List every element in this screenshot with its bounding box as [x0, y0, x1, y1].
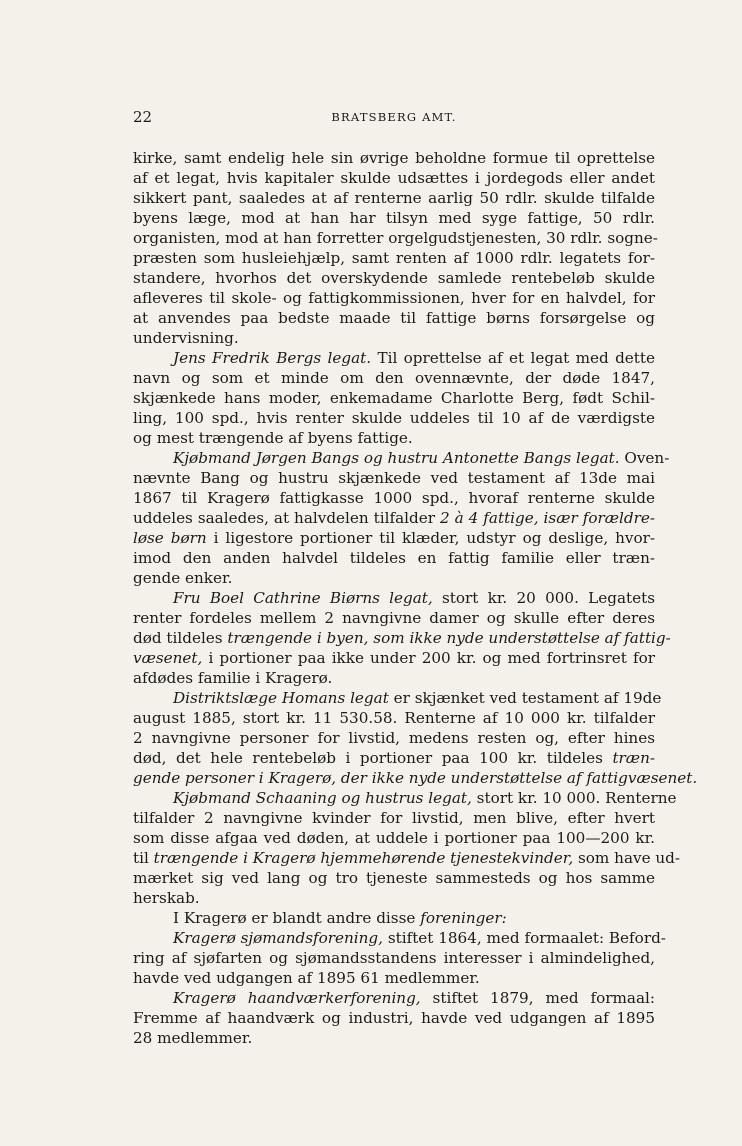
italic-run: træn- [612, 749, 655, 767]
text-run: død, det hele rentebeløb i portioner paa 100 kr. tildeles [133, 749, 613, 767]
text-run: i ligestore portioner til klæder, udstyr og deslige, hvor- [206, 529, 655, 547]
italic-run: væsenet, [133, 649, 203, 667]
text-run: præsten som husleiehjælp, samt renten af 1000 rdlr. legatets for- [133, 249, 655, 267]
text-run: byens læge, mod at han har tilsyn med syge fattige, 50 rdlr. [133, 209, 655, 227]
text-run: ring af sjøfarten og sjømandsstandens interesser i almindelighed, [133, 949, 655, 967]
text-run: organisten, mod at han forretter orgelgudstjenesten, 30 rdlr. sogne- [133, 229, 658, 247]
paragraph [133, 928, 666, 988]
text-line [133, 188, 655, 208]
text-run: standere, hvorhos det overskydende samlede rentebeløb skulde [133, 269, 655, 287]
text-run: stort kr. 20 000. Legatets [432, 589, 655, 607]
text-line [133, 548, 655, 568]
text-line [133, 488, 655, 508]
text-line [133, 1008, 655, 1028]
text-line [133, 368, 655, 388]
text-line [133, 648, 655, 668]
text-run: navn og som et minde om den ovennævnte, der døde 1847, [133, 369, 655, 387]
text-run: herskab. [133, 889, 200, 907]
text-line [133, 408, 655, 428]
text-line [133, 328, 655, 348]
text-line [133, 308, 655, 328]
text-line [133, 508, 655, 528]
text-line [133, 268, 655, 288]
italic-run: Kragerø haandværkerforening, [173, 989, 421, 1007]
text-run: ling, 100 spd., hvis renter skulde uddeles til 10 af de værdigste [133, 409, 655, 427]
text-line [133, 768, 698, 788]
text-run: skjænkede hans moder, enkemadame Charlotte Berg, født Schil- [133, 389, 655, 407]
text-line [133, 968, 655, 988]
text-run: som have ud- [573, 849, 681, 867]
text-run: som disse afgaa ved døden, at uddele i portioner paa 100—200 kr. [133, 829, 655, 847]
text-run: Til oprettelse af et legat med dette [371, 349, 655, 367]
text-run: tilfalder 2 navngivne kvinder for livstid, men blive, efter hvert [133, 809, 655, 827]
text-run: afleveres til skole- og fattigkommissionen, hver for en halvdel, for [133, 289, 655, 307]
text-run: til [133, 849, 154, 867]
text-line [133, 668, 655, 688]
text-run: undervisning. [133, 329, 239, 347]
text-run: stort kr. 10 000. Renterne [471, 789, 677, 807]
text-line [133, 828, 655, 848]
paragraph [133, 908, 655, 928]
italic-run: løse børn [133, 529, 207, 547]
text-run: sikkert pant, saaledes at af renterne aarlig 50 rdlr. skulde tilfalde [133, 189, 655, 207]
text-run: stiftet 1864, med formaalet: Beford- [383, 929, 666, 947]
italic-run: trængende i byen, som ikke nyde understøttelse af fattig- [227, 629, 671, 647]
text-line [133, 588, 655, 608]
text-run: at anvendes paa bedste maade til fattige børns forsørgelse og [133, 309, 655, 327]
text-run: Fremme af haandværk og industri, havde ved udgangen af 1895 [133, 1009, 655, 1027]
text-run: er skjænket ved testament af 19de [388, 689, 662, 707]
text-run: renter fordeles mellem 2 navngivne damer og skulle efter deres [133, 609, 655, 627]
text-run: 1867 til Kragerø fattigkasse 1000 spd., hvoraf renterne skulde [133, 489, 655, 507]
italic-run: 2 à 4 fattige, især forældre- [439, 509, 655, 527]
paragraph [133, 448, 670, 588]
text-line [133, 388, 655, 408]
text-line [133, 248, 655, 268]
text-line [133, 168, 655, 188]
text-run: afdødes familie i Kragerø. [133, 669, 333, 687]
text-line [133, 428, 655, 448]
text-line [133, 788, 677, 808]
text-line [133, 148, 655, 168]
text-run: gende enker. [133, 569, 233, 587]
text-line [133, 288, 655, 308]
text-run: mærket sig ved lang og tro tjeneste sammesteds og hos samme [133, 869, 655, 887]
text-line [133, 988, 655, 1008]
paragraph [133, 788, 681, 908]
italic-run: gende personer i Kragerø, der ikke nyde understøttelse af fattigvæsenet. [133, 769, 698, 787]
paragraph [133, 688, 698, 788]
text-line [133, 708, 655, 728]
text-line [133, 908, 655, 928]
text-run: kirke, samt endelig hele sin øvrige beholdne formue til oprettelse [133, 149, 655, 167]
text-line [133, 228, 658, 248]
text-run: 2 navngivne personer for livstid, medens resten og, efter hines [133, 729, 655, 747]
text-run: I Kragerø er blandt andre disse [173, 909, 421, 927]
text-line [133, 208, 655, 228]
text-line [133, 348, 655, 368]
page-header [133, 108, 655, 130]
text-line [133, 688, 662, 708]
text-run: imod den anden halvdel tildeles en fattig familie eller træn- [133, 549, 655, 567]
text-line [133, 868, 655, 888]
text-line [133, 1028, 655, 1048]
text-run: nævnte Bang og hustru skjænkede ved testament af 13de mai [133, 469, 655, 487]
text-line [133, 848, 681, 868]
text-run: og mest trængende af byens fattige. [133, 429, 413, 447]
text-line [133, 568, 655, 588]
italic-run: foreninger: [420, 909, 507, 927]
text-line [133, 468, 655, 488]
italic-run: Fru Boel Cathrine Biørns legat, [173, 589, 433, 607]
text-line [133, 528, 655, 548]
body-text [133, 148, 698, 1048]
text-run: stiftet 1879, med formaal: [420, 989, 655, 1007]
text-run: 28 medlemmer. [133, 1029, 253, 1047]
text-line [133, 728, 655, 748]
paragraph [133, 988, 655, 1048]
italic-run: trængende i Kragerø hjemmehørende tjenestekvinder, [153, 849, 574, 867]
italic-run: Kjøbmand Schaaning og hustrus legat, [173, 789, 472, 807]
italic-run: Distriktslæge Homans legat [173, 689, 389, 707]
text-run: havde ved udgangen af 1895 61 medlemmer. [133, 969, 480, 987]
text-run: død tildeles [133, 629, 228, 647]
text-run: i portioner paa ikke under 200 kr. og med fortrinsret for [202, 649, 655, 667]
paragraph [133, 348, 655, 448]
page-number: 22 [133, 108, 153, 126]
text-run: Oven- [619, 449, 670, 467]
text-run: august 1885, stort kr. 11 530.58. Renterne af 10 000 kr. tilfalder [133, 709, 655, 727]
text-line [133, 608, 655, 628]
text-line [133, 628, 671, 648]
text-line [133, 748, 655, 768]
paragraph [133, 588, 671, 688]
text-line [133, 888, 655, 908]
text-line [133, 928, 666, 948]
text-line [133, 808, 655, 828]
text-run: af et legat, hvis kapitaler skulde udsættes i jordegods eller andet [133, 169, 655, 187]
running-title: BRATSBERG AMT. [331, 110, 457, 124]
text-run: uddeles saaledes, at halvdelen tilfalder [133, 509, 440, 527]
italic-run: Jens Fredrik Bergs legat. [173, 349, 372, 367]
paragraph [133, 148, 658, 348]
italic-run: Kragerø sjømandsforening, [173, 929, 383, 947]
italic-run: Kjøbmand Jørgen Bangs og hustru Antonette Bangs legat. [173, 449, 620, 467]
text-line [133, 948, 655, 968]
text-line [133, 448, 670, 468]
